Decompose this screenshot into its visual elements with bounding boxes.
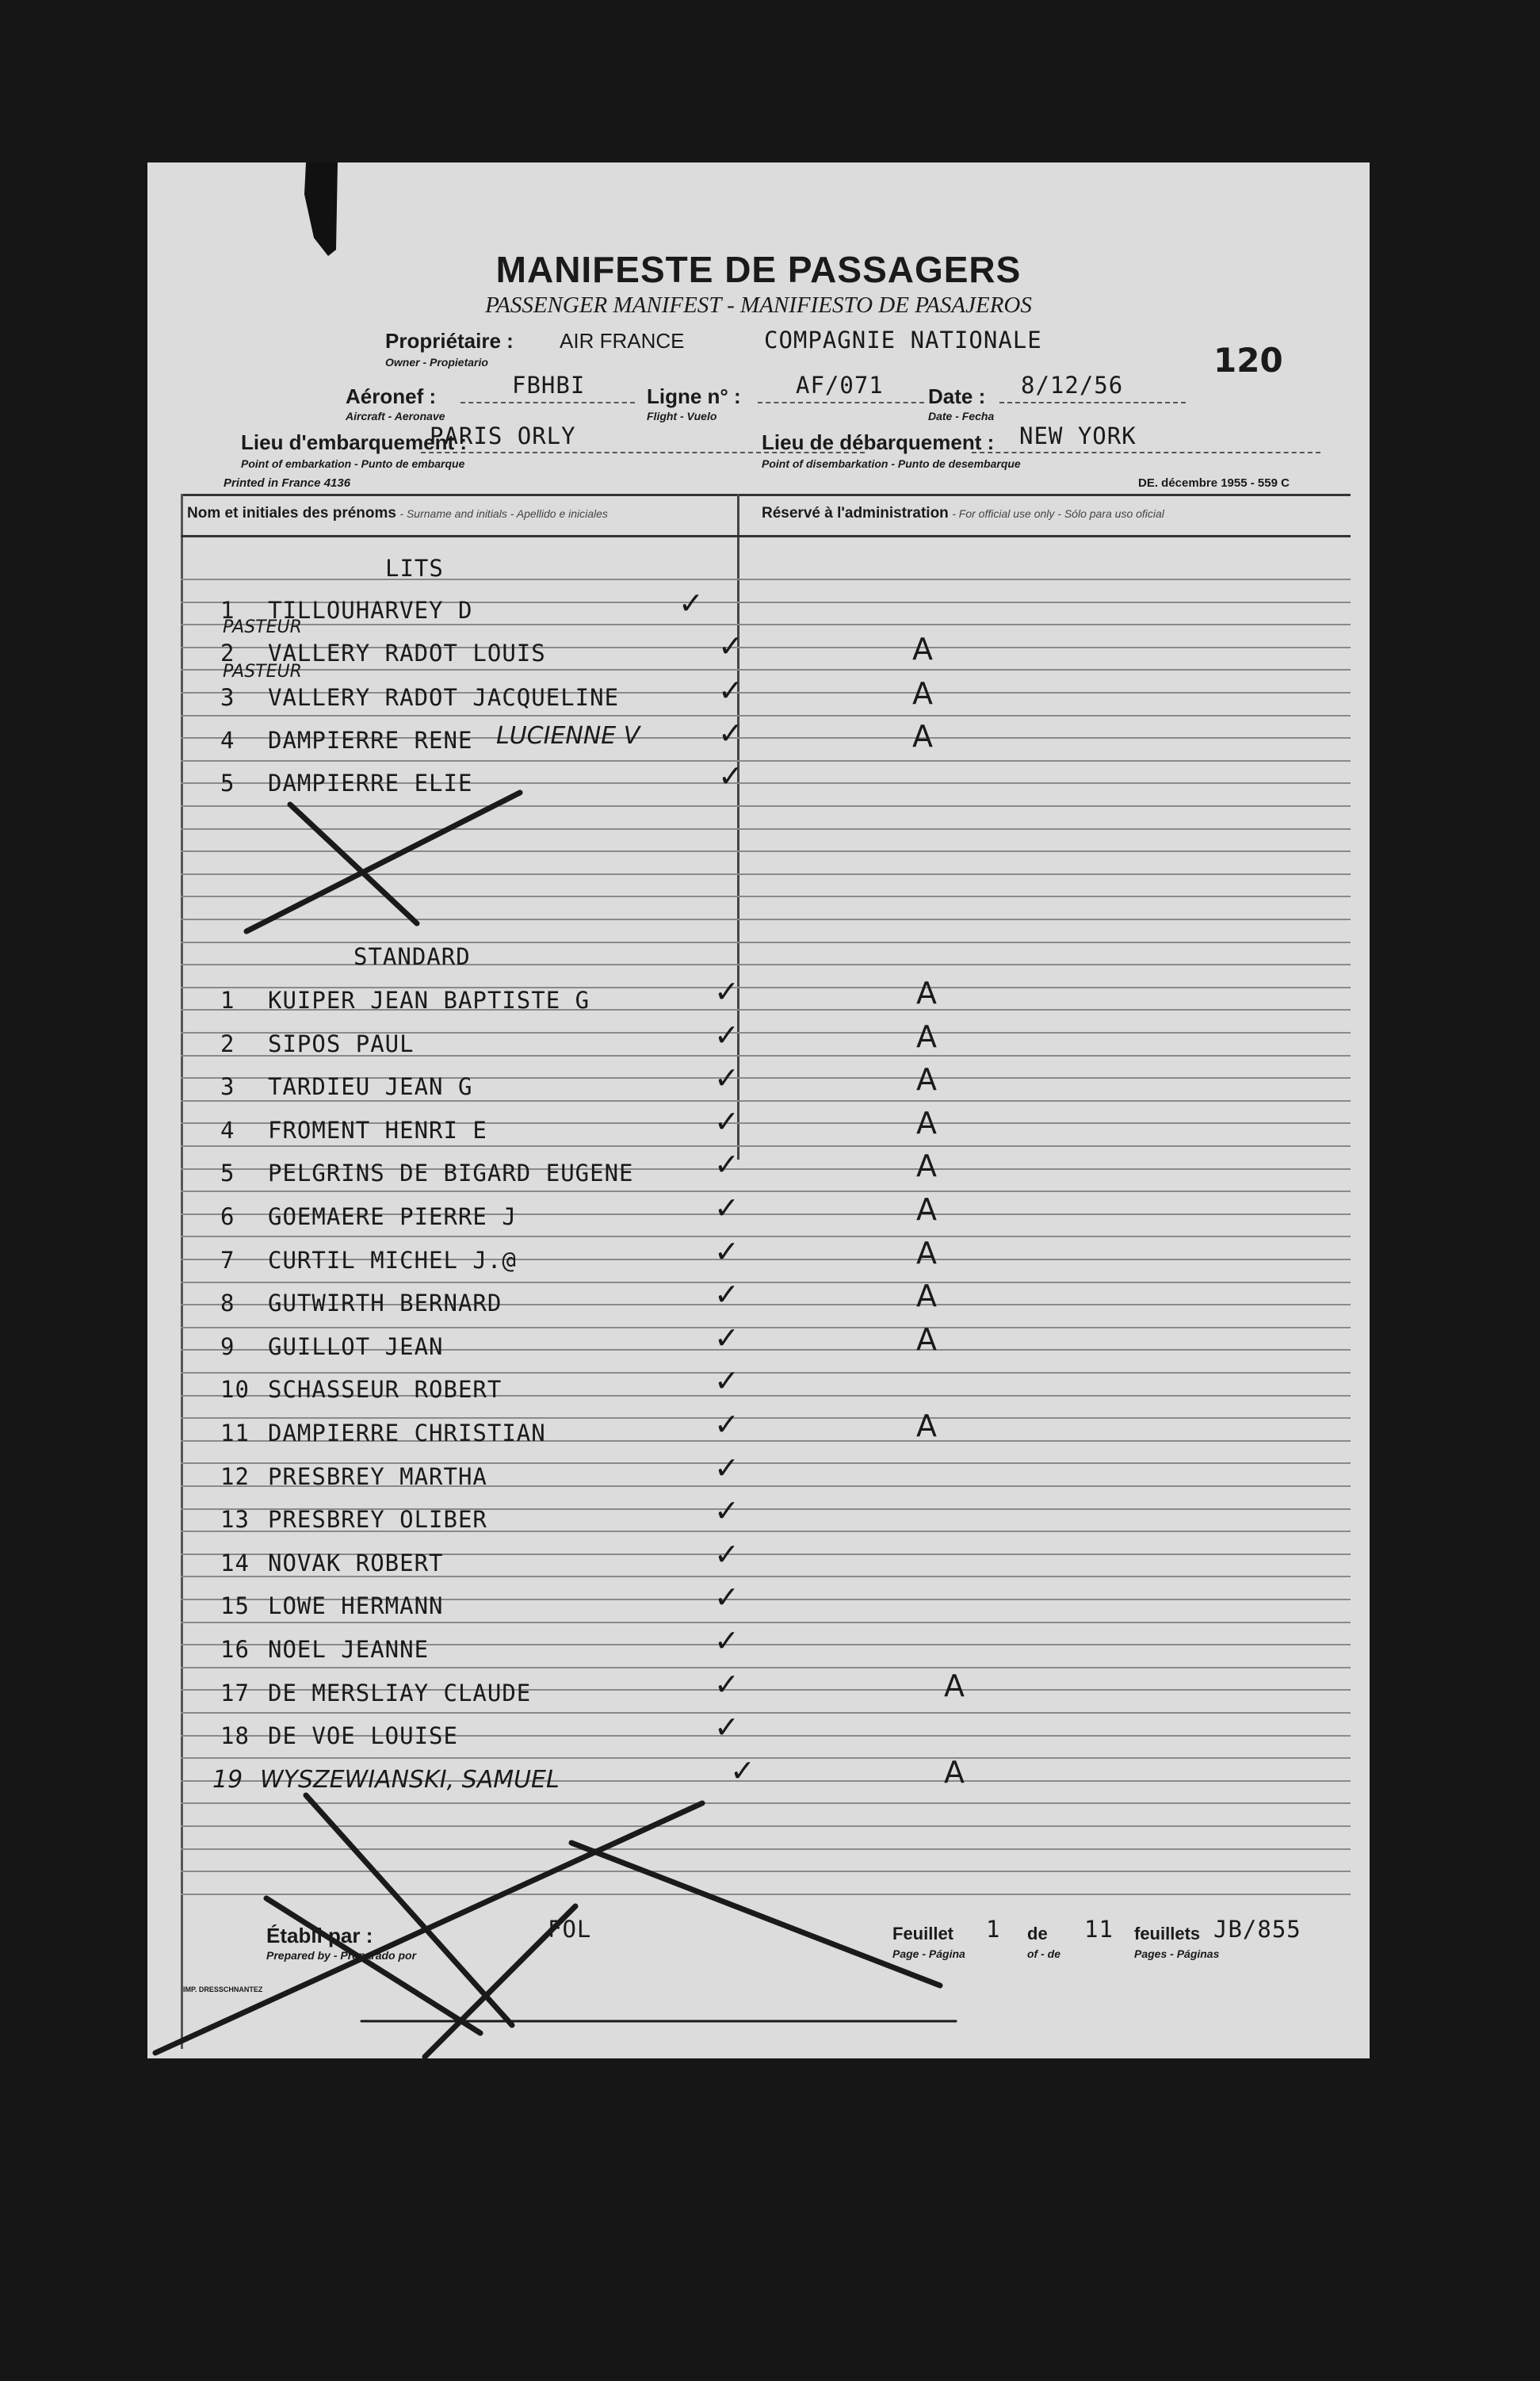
date-value: 8/12/56 <box>1021 372 1124 399</box>
check-mark: ✓ <box>714 1234 739 1269</box>
passenger-name: PRESBREY OLIBER <box>268 1506 487 1533</box>
handwritten-note: LUCIENNE V <box>496 722 640 750</box>
standard-row <box>220 1420 546 1447</box>
standard-row <box>220 1550 444 1577</box>
passenger-name: GUTWIRTH BERNARD <box>268 1290 503 1317</box>
sheet-sub: Page - Página <box>892 1947 965 1960</box>
rule-line <box>181 805 1351 807</box>
column-divider <box>737 494 739 1160</box>
passenger-name: DE MERSLIAY CLAUDE <box>268 1680 532 1706</box>
row-number: 13 <box>220 1506 250 1533</box>
passenger-name: PRESBREY MARTHA <box>268 1463 487 1490</box>
admin-mark: A <box>916 1322 937 1357</box>
passenger-name: GOEMAERE PIERRE J <box>268 1203 517 1230</box>
passenger-name: TILLOUHARVEY D <box>268 597 473 624</box>
rule-line <box>181 1871 1351 1872</box>
admin-mark: A <box>916 1408 937 1443</box>
check-mark: ✓ <box>714 1061 739 1095</box>
admin-mark: A <box>912 719 933 754</box>
check-mark: ✓ <box>714 1277 739 1312</box>
rule-line <box>181 1667 1351 1668</box>
check-mark: ✓ <box>718 716 743 751</box>
embark-label: Lieu d'embarquement : <box>241 430 467 454</box>
standard-row <box>220 1030 415 1057</box>
standard-row <box>220 1680 531 1706</box>
check-mark: ✓ <box>718 673 743 708</box>
check-mark: ✓ <box>714 1493 739 1528</box>
rule-line <box>181 1622 1351 1623</box>
row-number: 6 <box>220 1203 235 1230</box>
row-number: 17 <box>220 1680 250 1706</box>
embark-sub: Point of embarkation - Punto de embarque <box>241 457 465 470</box>
check-mark: ✓ <box>714 1104 739 1139</box>
row-number: 1 <box>220 597 235 624</box>
prepared-label: Établi par : <box>266 1924 373 1947</box>
passenger-name: CURTIL MICHEL J.@ <box>268 1247 517 1274</box>
standard-row <box>220 987 590 1014</box>
rule-line <box>181 1848 1351 1850</box>
flight-sub: Flight - Vuelo <box>647 410 717 422</box>
passenger-name: PELGRINS DE BIGARD EUGENE <box>268 1160 634 1187</box>
check-mark: ✓ <box>718 629 743 663</box>
admin-mark: A <box>916 1278 937 1313</box>
sheet-value: 1 <box>986 1916 1001 1943</box>
torn-tab <box>304 162 338 256</box>
rule-line <box>181 1100 1351 1102</box>
check-mark: ✓ <box>714 1320 739 1355</box>
pages-label: feuillets <box>1134 1924 1201 1943</box>
admin-mark: A <box>916 1236 937 1271</box>
standard-row <box>220 1333 444 1360</box>
passenger-name: NOVAK ROBERT <box>268 1550 444 1577</box>
row-number: 2 <box>220 640 235 667</box>
check-mark: ✓ <box>714 1667 739 1702</box>
date-label: Date : <box>928 384 986 408</box>
rule-line <box>181 624 1351 625</box>
admin-mark: A <box>944 1755 965 1790</box>
passenger-name: DAMPIERRE CHRISTIAN <box>268 1420 546 1447</box>
standard-row <box>220 1073 472 1100</box>
standard-row <box>220 1160 634 1187</box>
row-number: 12 <box>220 1463 250 1490</box>
lits-row <box>220 727 472 754</box>
admin-mark: A <box>912 676 933 711</box>
row-number: 10 <box>220 1376 250 1403</box>
handwritten-note: PASTEUR <box>223 617 302 637</box>
rule-line <box>181 669 1351 671</box>
check-mark: ✓ <box>714 1450 739 1485</box>
of-label: de <box>1027 1924 1048 1943</box>
standard-row <box>220 1203 517 1230</box>
date-sub: Date - Fecha <box>928 410 995 422</box>
check-mark: ✓ <box>714 1710 739 1745</box>
rule-line <box>181 1236 1351 1237</box>
section-lits: LITS <box>385 555 444 582</box>
check-mark: ✓ <box>678 586 704 621</box>
row-number: 4 <box>220 727 235 754</box>
rule-line <box>181 1372 1351 1374</box>
passenger-name: WYSZEWIANSKI, SAMUEL <box>260 1766 560 1794</box>
passenger-name: VALLERY RADOT JACQUELINE <box>268 684 620 711</box>
row-number: 15 <box>220 1592 250 1619</box>
row-number: 1 <box>220 987 235 1014</box>
page-number: 120 <box>1213 341 1283 380</box>
aircraft-label: Aéronef : <box>346 384 437 408</box>
row-number: 4 <box>220 1117 235 1144</box>
standard-row <box>220 1722 458 1749</box>
rule-line <box>181 1282 1351 1283</box>
row-number: 5 <box>220 1160 235 1187</box>
admin-mark: A <box>916 1148 937 1183</box>
manifest-sheet <box>147 162 1370 2058</box>
passenger-name: SCHASSEUR ROBERT <box>268 1376 503 1403</box>
reference-code: JB/855 <box>1213 1916 1301 1943</box>
rule-line <box>181 760 1351 762</box>
owner-value: AIR FRANCE <box>560 329 685 353</box>
passenger-name: TARDIEU JEAN G <box>268 1073 473 1100</box>
rule-line <box>181 873 1351 875</box>
rule-line <box>181 1712 1351 1714</box>
form-code: DE. décembre 1955 - 559 C <box>1138 476 1290 490</box>
admin-mark: A <box>916 1192 937 1227</box>
rule-line <box>181 1417 1351 1419</box>
aircraft-sub: Aircraft - Aeronave <box>346 410 445 422</box>
owner-label: Propriétaire : <box>385 329 514 353</box>
passenger-name: KUIPER JEAN BAPTISTE G <box>268 987 590 1014</box>
row-number: 19 <box>212 1766 243 1794</box>
passenger-name: GUILLOT JEAN <box>268 1333 444 1360</box>
imprint: IMP. DRESSCHNANTEZ <box>183 1985 263 1993</box>
column-head-admin: Réservé à l'administration - For official use only - Sólo para uso oficial <box>762 505 1164 522</box>
admin-mark: A <box>916 1019 937 1054</box>
rule-line <box>181 1825 1351 1827</box>
disembark-sub: Point of disembarkation - Punto de desembarque <box>762 457 1021 470</box>
aircraft-value: FBHBI <box>512 372 586 399</box>
standard-row <box>220 1117 487 1144</box>
admin-mark: A <box>916 976 937 1011</box>
rule-line <box>181 1190 1351 1192</box>
column-head-names: Nom et initiales des prénoms - Surname and initials - Apellido e iniciales <box>187 505 608 522</box>
passenger-name: DE VOE LOUISE <box>268 1722 458 1749</box>
form-subtitle: PASSENGER MANIFEST - MANIFIESTO DE PASAJEROS <box>485 292 1032 318</box>
company-name: COMPAGNIE NATIONALE <box>764 327 1042 354</box>
check-mark: ✓ <box>714 1147 739 1182</box>
passenger-name: DAMPIERRE ELIE <box>268 770 473 797</box>
handwritten-note: PASTEUR <box>223 662 302 682</box>
standard-row <box>220 1636 429 1663</box>
sheet-label: Feuillet <box>892 1924 954 1943</box>
row-number: 3 <box>220 684 235 711</box>
row-number: 9 <box>220 1333 235 1360</box>
check-mark: ✓ <box>718 759 743 793</box>
check-mark: ✓ <box>714 1407 739 1442</box>
flight-value: AF/071 <box>796 372 884 399</box>
passenger-name: FROMENT HENRI E <box>268 1117 487 1144</box>
section-standard: STANDARD <box>353 943 471 970</box>
prepared-sub: Prepared by - Preparado por <box>266 1949 417 1962</box>
form-title: MANIFESTE DE PASSAGERS <box>495 249 1022 290</box>
admin-mark: A <box>912 632 933 667</box>
check-mark: ✓ <box>714 1623 739 1658</box>
rule-line <box>181 896 1351 897</box>
row-number: 2 <box>220 1030 235 1057</box>
standard-row <box>220 1376 502 1403</box>
check-mark: ✓ <box>714 1537 739 1572</box>
admin-mark: A <box>944 1668 965 1703</box>
row-number: 5 <box>220 770 235 797</box>
row-number: 18 <box>220 1722 250 1749</box>
rule-line <box>181 579 1351 580</box>
rule-line <box>181 850 1351 852</box>
flight-label: Ligne n° : <box>647 384 741 408</box>
rule-line <box>181 828 1351 830</box>
rule-line <box>181 1145 1351 1147</box>
standard-row <box>220 1592 444 1619</box>
passenger-name: DAMPIERRE RENE <box>268 727 473 754</box>
row-number: 11 <box>220 1420 250 1447</box>
check-mark: ✓ <box>714 974 739 1009</box>
check-mark: ✓ <box>714 1018 739 1053</box>
admin-mark: A <box>916 1106 937 1141</box>
of-sub: of - de <box>1027 1947 1060 1960</box>
check-mark: ✓ <box>730 1753 755 1788</box>
standard-row <box>220 1247 517 1274</box>
prepared-value: FOL <box>548 1916 592 1943</box>
passenger-name: SIPOS PAUL <box>268 1030 415 1057</box>
printed-note: Printed in France 4136 <box>224 476 351 490</box>
rule-line <box>181 1327 1351 1328</box>
rule-line <box>181 715 1351 717</box>
standard-row <box>220 1463 487 1490</box>
row-number: 16 <box>220 1636 250 1663</box>
rule-line <box>181 919 1351 920</box>
row-number: 14 <box>220 1550 250 1577</box>
pages-sub: Pages - Páginas <box>1134 1947 1220 1960</box>
rule-line <box>181 1802 1351 1804</box>
passenger-name: LOWE HERMANN <box>268 1592 444 1619</box>
of-value: 11 <box>1084 1916 1114 1943</box>
rule-line <box>181 1757 1351 1759</box>
standard-row <box>220 1506 487 1533</box>
embark-value: PARIS ORLY <box>430 422 576 449</box>
lits-row <box>220 770 472 797</box>
rule-line <box>181 1894 1351 1895</box>
lits-row <box>220 684 619 711</box>
admin-mark: A <box>916 1062 937 1097</box>
passenger-name: VALLERY RADOT LOUIS <box>268 640 546 667</box>
check-mark: ✓ <box>714 1580 739 1615</box>
standard-row <box>220 1290 502 1317</box>
disembark-label: Lieu de débarquement : <box>762 430 995 454</box>
passenger-name: NOEL JEANNE <box>268 1636 430 1663</box>
row-number: 7 <box>220 1247 235 1274</box>
row-number: 8 <box>220 1290 235 1317</box>
standard-row <box>212 1766 560 1794</box>
owner-sub: Owner - Propietario <box>385 356 488 369</box>
check-mark: ✓ <box>714 1190 739 1225</box>
check-mark: ✓ <box>714 1363 739 1398</box>
disembark-value: NEW YORK <box>1019 422 1137 449</box>
row-number: 3 <box>220 1073 235 1100</box>
